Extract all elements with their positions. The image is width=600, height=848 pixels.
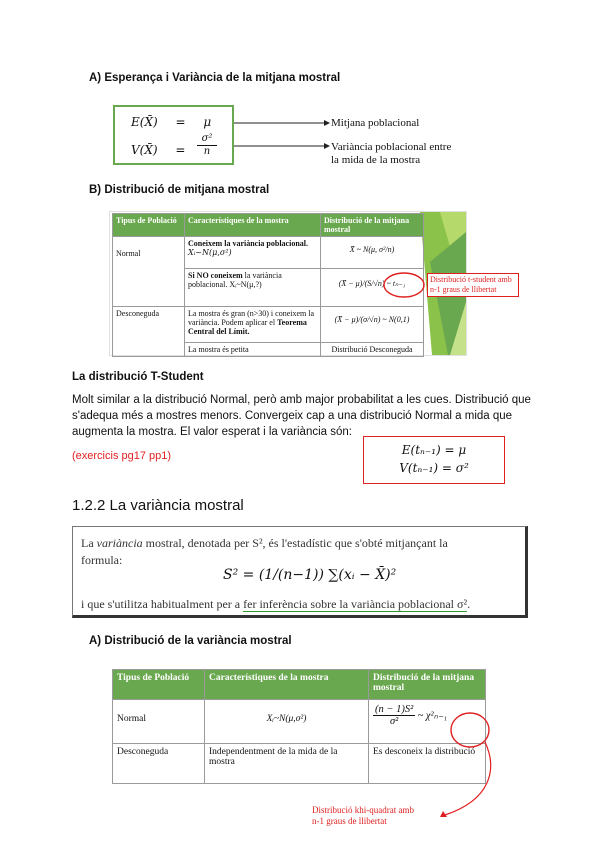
table-c-header-char: Característiques de la mostra <box>205 670 369 700</box>
def-line3-a: i que s'utilitza habitualment per a <box>81 597 241 611</box>
section-a-arrows <box>234 115 334 155</box>
table-c-header-type: Tipus de Població <box>113 670 205 700</box>
table-c-type-normal: Normal <box>113 700 205 744</box>
table-c-dist: Es desconeix la distribució <box>369 744 486 784</box>
table-b-header-type: Tipus de Població <box>113 214 185 237</box>
annotation-line2: n-1 graus de llibertat <box>312 816 387 826</box>
def-line3-underlined: fer inferència sobre la variància poblacional σ² <box>243 597 468 611</box>
chi-denominator: σ² <box>389 716 399 727</box>
tstudent-formula: (X̄ − μ)/(S/√n) ~ tₙ₋₁ <box>338 279 406 288</box>
table-b-type-unknown: Desconeguda <box>113 307 185 357</box>
def-line3-end: . <box>467 597 471 611</box>
eq2-denominator: n <box>203 146 211 157</box>
label-population-mean: Mitjana poblacional <box>331 117 420 129</box>
table-c-header-dist: Distribució de la mitjana mostral <box>369 670 486 700</box>
tstudent-variance: V(tₙ₋₁) = σ² <box>399 461 469 475</box>
table-b-dist: X̄ ~ N(μ, σ²/n) <box>321 237 424 269</box>
tstudent-annotation <box>427 273 519 297</box>
table-row <box>113 744 486 784</box>
label2-line2: la mida de la mostra <box>331 154 421 166</box>
exercises-reference: (exercicis pg17 pp1) <box>72 450 172 462</box>
eq2-numerator: σ² <box>197 133 217 146</box>
table-b-dist: (X̄ − μ)/(σ/√n) ~ N(0,1) <box>321 307 424 343</box>
expectation-variance-box <box>113 105 234 165</box>
table-row <box>113 237 424 269</box>
section-b-heading: B) Distribució de mitjana mostral <box>89 184 270 196</box>
mean-distribution-table <box>112 213 424 357</box>
char-bold: Coneixem la variància poblacional. <box>188 239 308 248</box>
eq2-lhs: V(X̄) <box>131 143 158 157</box>
table-row <box>113 307 424 343</box>
variance-distribution-table <box>112 669 486 784</box>
eq1-equals: = <box>175 115 186 129</box>
variance-formula: S² = (1/(n−1)) ∑(xᵢ − X̄)² <box>223 567 397 583</box>
table-c-type-unknown: Desconeguda <box>113 744 205 784</box>
tstudent-formula-box <box>363 436 505 484</box>
char-bold: Si NO coneixem <box>188 271 243 280</box>
definition-box <box>72 526 528 618</box>
section-title: 1.2.2 La variància mostral <box>72 497 244 514</box>
table-c-char: Xᵢ~N(μ,σ²) <box>205 700 369 744</box>
char-rest: Xᵢ~N(μ,σ²) <box>188 248 232 257</box>
annotation-line2: n-1 graus de llibertat <box>430 285 497 294</box>
def-line1-italic: variància <box>96 536 143 550</box>
chi-annotation <box>312 805 442 827</box>
chi-highlight-arrow <box>440 700 500 820</box>
eq2-equals: = <box>175 143 186 157</box>
table-b-char: La mostra és petita <box>185 343 321 357</box>
char-bold: Teorema Central del Límit. <box>188 318 307 336</box>
section-c-heading: A) Distribució de la variància mostral <box>89 635 292 647</box>
chi-tail: ~ χ²ₙ₋₁ <box>417 710 448 722</box>
char-rest: La mostra és gran (n>30) i coneixem la variància. Podem aplicar el <box>188 309 315 327</box>
eq1-rhs: μ <box>203 115 212 129</box>
tstudent-highlight-circle <box>380 270 430 300</box>
section-a-heading: A) Esperança i Variància de la mitjana mostral <box>89 72 341 84</box>
table-row <box>113 700 486 744</box>
tstudent-paragraph: Molt similar a la distribució Normal, però amb major probabilitat a les cues. Distribució que s'adequa més a mostres menors. Convergeix cap a una distribució Normal a mida que augmenta la mostra. El valor esperat i la variància són: <box>72 394 531 438</box>
def-line1-b: mostral, denotada per S², és l'estadístic que s'obté mitjançant la <box>145 536 448 550</box>
table-c-char: Independentment de la mida de la mostra <box>205 744 369 784</box>
definition-line2: formula: <box>81 553 123 567</box>
chi-numerator: (n − 1)S² <box>375 704 414 715</box>
tstudent-heading: La distribució T-Student <box>72 371 204 383</box>
table-b-dist: Distribució Desconeguda <box>321 343 424 357</box>
table-b-type-normal: Normal <box>113 237 185 307</box>
annotation-line1: Distribució khi-quadrat amb <box>312 805 414 815</box>
definition-line3 <box>81 597 470 612</box>
label2-line1: Variància poblacional entre <box>331 141 452 153</box>
table-b-char <box>185 307 321 343</box>
label-population-variance <box>331 141 451 167</box>
table-b-char <box>185 269 321 307</box>
table-b-header-dist: Distribució de la mitjana mostral <box>321 214 424 237</box>
tstudent-expectation: E(tₙ₋₁) = μ <box>401 443 467 457</box>
table-b-header-char: Característiques de la mostra <box>185 214 321 237</box>
char-rest: la variància poblacional. Xᵢ~N(μ,?) <box>188 271 282 289</box>
definition-line1 <box>81 536 448 551</box>
eq1-lhs: E(X̄) <box>131 115 158 129</box>
annotation-line1: Distribució t-student amb <box>430 275 512 284</box>
table-b-char <box>185 237 321 269</box>
def-line1-a: La <box>81 536 94 550</box>
